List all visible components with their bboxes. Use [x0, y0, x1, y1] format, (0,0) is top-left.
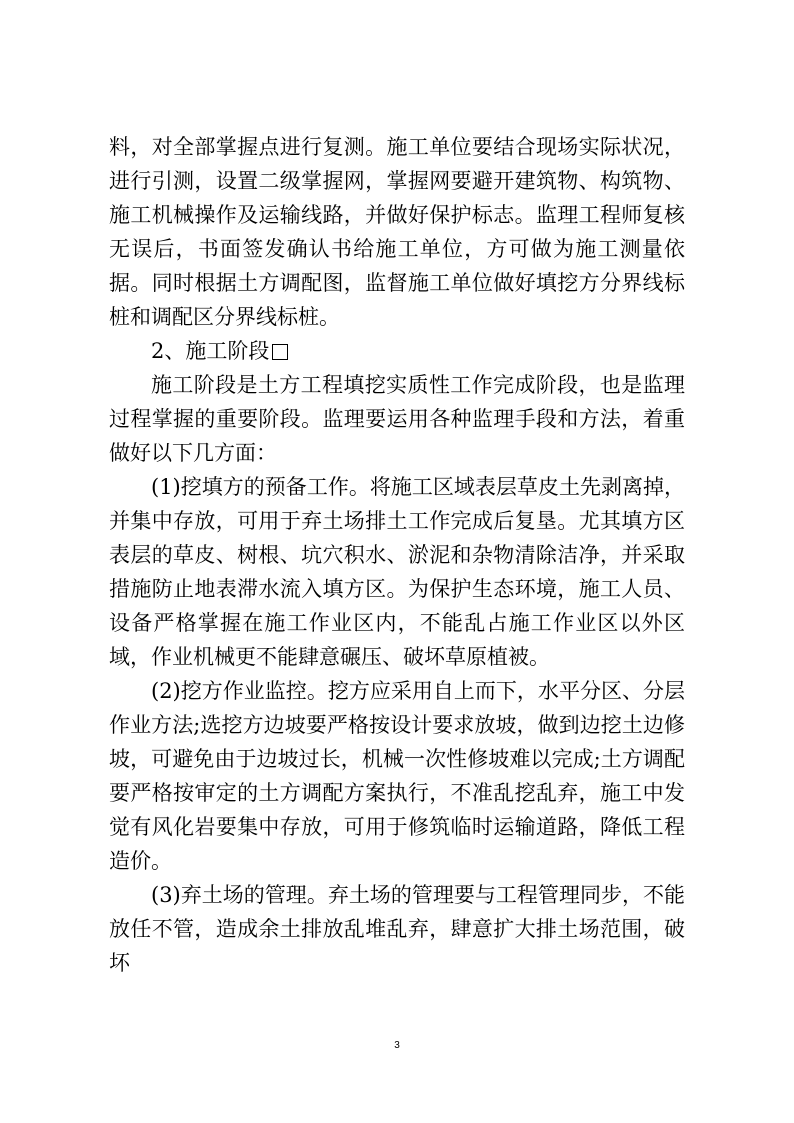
paragraph: 施工阶段是土方工程填挖实质性工作完成阶段，也是监理过程掌握的重要阶段。监理要运用各种监理手段和方法，着重做好以下几方面：	[109, 373, 685, 465]
page-number: 3	[394, 1040, 400, 1051]
section-heading-text: 2、施工阶段	[151, 339, 270, 363]
paragraph-continuation: 料，对全部掌握点进行复测。施工单位要结合现场实际状况，进行引测，设置二级掌握网，掌握网要避开建筑物、构筑物、施工机械操作及运输线路，并做好保护标志。监理工程师复核无误后，书面签发确认书给施工单位，方可做为施工测量依据。同时根据土方调配图，监督施工单位做好填挖方分界线标桩和调配区分界线标桩。	[109, 135, 685, 329]
checkbox-square-icon	[272, 344, 288, 360]
document-body	[109, 130, 685, 980]
paragraph: (2)挖方作业监控。挖方应采用自上而下，水平分区、分层作业方法;选挖方边坡要严格按设计要求放坡，做到边挖土边修坡，可避免由于边坡过长，机械一次性修坡难以完成;土方调配要严格按审定的土方调配方案执行，不准乱挖乱弃，施工中发觉有风化岩要集中存放，可用于修筑临时运输道路，降低工程造价。	[109, 679, 685, 873]
paragraph: (1)挖填方的预备工作。将施工区域表层草皮土先剥离掉，并集中存放，可用于弃土场排土工作完成后复垦。尤其填方区表层的草皮、树根、坑穴积水、淤泥和杂物清除洁净，并采取措施防止地表滞水流入填方区。为保护生态环境，施工人员、设备严格掌握在施工作业区内，不能乱占施工作业区以外区域，作业机械更不能肆意碾压、破坏草原植被。	[109, 475, 685, 669]
paragraph: (3)弃土场的管理。弃土场的管理要与工程管理同步，不能放任不管，造成余土排放乱堆乱弃，肆意扩大排土场范围，破坏	[109, 883, 685, 975]
section-heading	[109, 334, 685, 368]
